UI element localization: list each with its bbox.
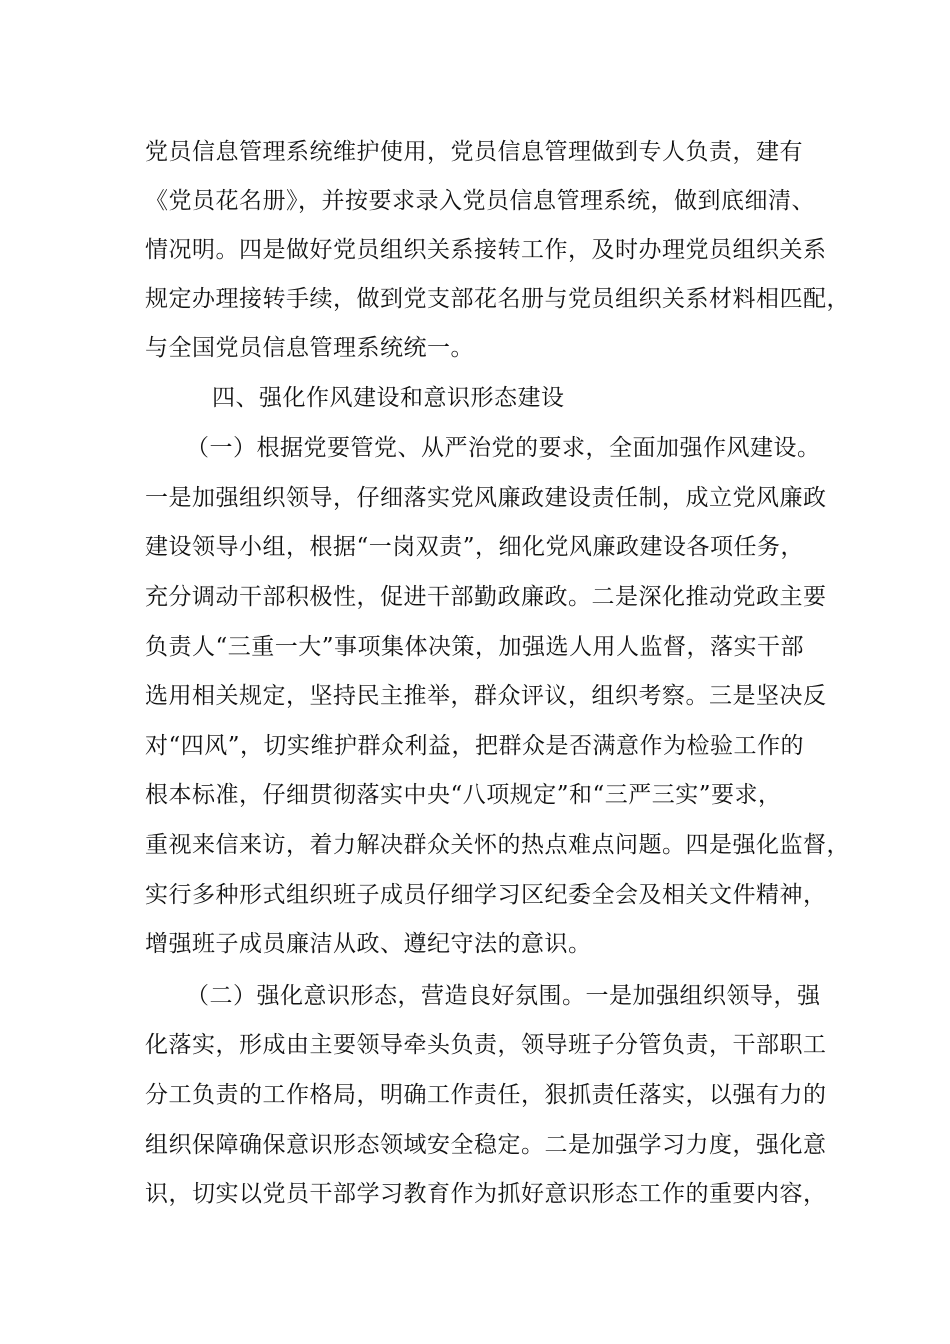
text-line: 与全国党员信息管理系统统一。 (145, 335, 474, 361)
text-line: 党员信息管理系统维护使用，党员信息管理做到专人负责，建有 (145, 139, 803, 165)
text-line: 重视来信来访，着力解决群众关怀的热点难点问题。四是强化监督， (145, 832, 850, 858)
text-line: （二）强化意识形态，营造良好氛围。一是加强组织领导，强 (186, 983, 821, 1009)
text-line: 规定办理接转手续，做到党支部花名册与党员组织关系材料相匹配， (145, 286, 850, 312)
text-line: 增强班子成员廉洁从政、遵纪守法的意识。 (145, 931, 592, 957)
text-line: 一是加强组织领导，仔细落实党风廉政建设责任制，成立党风廉政 (145, 485, 827, 511)
text-line: （一）根据党要管党、从严治党的要求，全面加强作风建设。 (186, 435, 821, 461)
text-line: 负责人“三重一大”事项集体决策，加强选人用人监督，落实干部 (145, 634, 805, 660)
text-line: 组织保障确保意识形态领域安全稳定。二是加强学习力度，强化意 (145, 1132, 827, 1158)
section-heading: 四、强化作风建设和意识形态建设 (212, 385, 565, 411)
text-line: 分工负责的工作格局，明确工作责任，狠抓责任落实，以强有力的 (145, 1082, 827, 1108)
text-line: 建设领导小组，根据“一岗双责”，细化党风廉政建设各项任务， (145, 534, 805, 560)
text-line: 选用相关规定，坚持民主推举，群众评议，组织考察。三是坚决反 (145, 683, 827, 709)
text-line: 充分调动干部积极性，促进干部勤政廉政。二是深化推动党政主要 (145, 584, 827, 610)
text-line: 化落实，形成由主要领导牵头负责，领导班子分管负责，干部职工 (145, 1032, 827, 1058)
text-line: 根本标准，仔细贯彻落实中央“八项规定”和“三严三实”要求， (145, 782, 782, 808)
text-line: 识，切实以党员干部学习教育作为抓好意识形态工作的重要内容， (145, 1181, 827, 1207)
text-line: 情况明。四是做好党员组织关系接转工作，及时办理党员组织关系 (145, 237, 827, 263)
text-line: 实行多种形式组织班子成员仔细学习区纪委全会及相关文件精神， (145, 882, 827, 908)
text-line: 对“四风”，切实维护群众利益，把群众是否满意作为检验工作的 (145, 733, 805, 759)
text-line: 《党员花名册》，并按要求录入党员信息管理系统，做到底细清、 (145, 188, 815, 214)
